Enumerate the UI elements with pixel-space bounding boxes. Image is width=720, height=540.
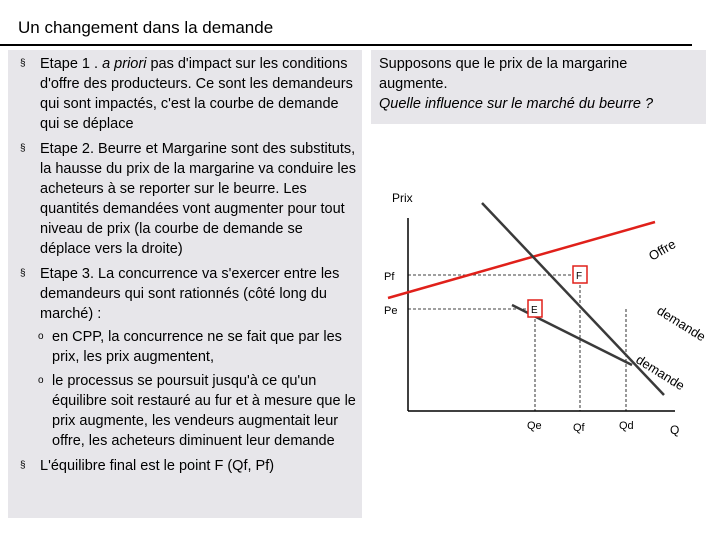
price-tick-pf: Pf	[384, 271, 395, 283]
step-3	[18, 264, 356, 451]
bullet-icon: §	[20, 58, 26, 69]
step-1-text-b: pas d'impact sur les conditions d'offre des producteurs. Ce sont les demandeurs qui sont impactés, c'est la courbe de demande qui se déplace	[40, 56, 353, 132]
step-2-label: Etape 2.	[40, 141, 95, 157]
quantity-tick-qf: Qf	[573, 422, 585, 434]
quantity-tick-qd: Qd	[619, 420, 634, 432]
supply-curve-label: Offre	[646, 236, 679, 264]
price-tick-pe: Pe	[384, 305, 398, 317]
step-3-sub-2-text: le processus se poursuit jusqu'à ce qu'un équilibre soit restauré au fur et à mesure que le prix augmente, les vendeurs augmentait leur offre, les acheteurs diminuent leur demande	[52, 373, 356, 449]
question-panel	[371, 50, 706, 124]
step-3-text: La concurrence va s'exercer entre les demandeurs qui sont rationnés (côté long du marché) :	[40, 266, 340, 322]
bullet-icon: §	[20, 460, 26, 471]
question-text: Quelle influence sur le marché du beurre ?	[379, 96, 654, 112]
y-axis-label: Prix	[392, 191, 413, 205]
equilibrium-point-f-label: F	[576, 271, 583, 282]
step-1-label: Etape 1	[40, 56, 90, 72]
sub-bullet-icon: o	[38, 375, 44, 386]
step-3-sub-2	[18, 371, 356, 451]
step-1-text-a: .	[90, 56, 103, 72]
step-3-label: Etape 3.	[40, 266, 95, 282]
sub-bullet-icon: o	[38, 331, 44, 342]
bullet-icon: §	[20, 268, 26, 279]
x-axis-label: Q	[670, 423, 680, 437]
step-2	[18, 139, 356, 259]
supply-curve	[388, 222, 655, 298]
equilibrium-point-e-label: E	[531, 305, 538, 316]
hypothesis-text: Supposons que le prix de la margarine augmente.	[379, 56, 628, 92]
quantity-tick-qe: Qe	[527, 420, 542, 432]
step-4	[18, 456, 356, 476]
step-4-text: L'équilibre final est le point F (Qf, Pf)	[40, 458, 275, 474]
step-3-sub-1-text: en CPP, la concurrence ne se fait que par les prix, les prix augmentent,	[52, 329, 342, 365]
step-2-text: Beurre et Margarine sont des substituts, la hausse du prix de la margarine va conduire les acheteurs à se reporter sur le beurre. Les quantités demandées vont augmenter pour tout niveau de prix (la courbe de demande se déplace vers la droite)	[40, 141, 356, 257]
explanation-panel	[8, 50, 362, 518]
demand-curve-initial-label: demande	[654, 302, 709, 345]
bullet-icon: §	[20, 143, 26, 154]
title-divider	[0, 44, 692, 46]
step-1-italic: a priori	[102, 56, 147, 72]
step-1	[18, 54, 356, 134]
supply-demand-chart	[370, 180, 715, 440]
demand-curve-new-label: demande	[633, 351, 688, 394]
step-3-sub-1	[18, 327, 356, 367]
slide-title: Un changement dans la demande	[18, 18, 274, 37]
